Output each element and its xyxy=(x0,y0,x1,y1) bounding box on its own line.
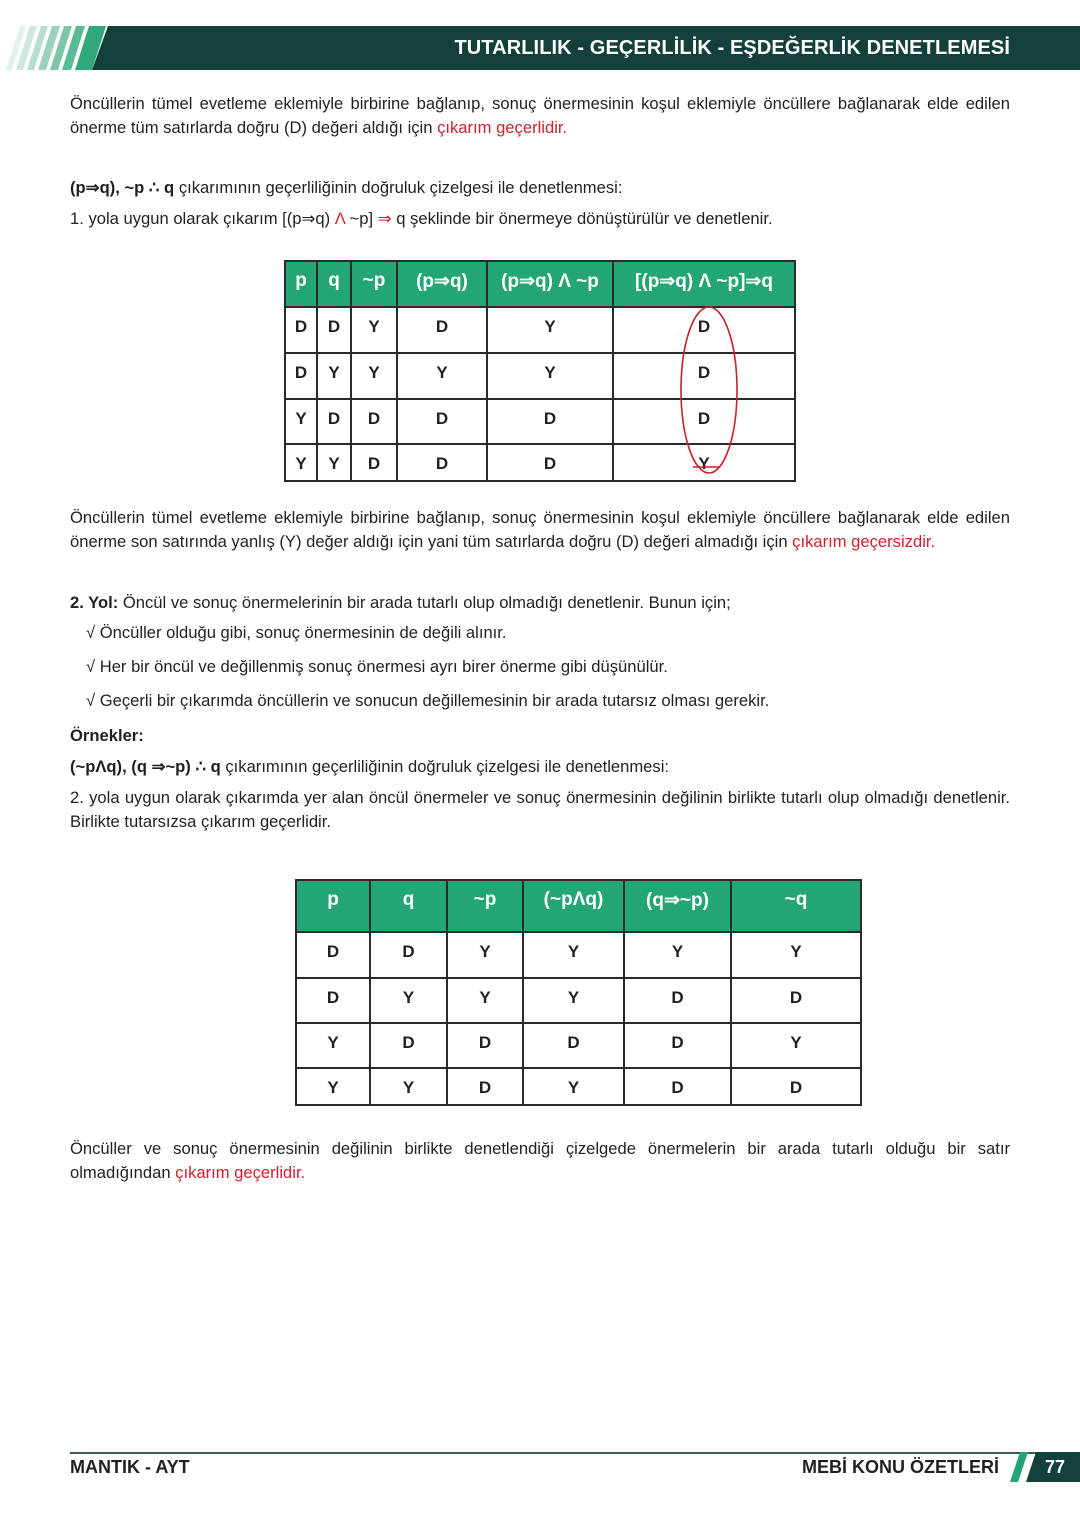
cell: Y xyxy=(487,353,613,399)
col-header: (q⇒~p) xyxy=(624,880,731,932)
cell: D xyxy=(351,399,397,444)
conclusion2-text: Öncüller ve sonuç önermesinin değilinin birlikte denetlendiği çizelgede önermelerin bir arada tutarlı olduğu bir satır olmadığından xyxy=(70,1139,1010,1182)
cell: Y xyxy=(285,444,317,481)
cell: D xyxy=(731,978,861,1023)
page-number: 77 xyxy=(1044,1457,1066,1477)
method-text-post: q şeklinde bir önermeye dönüştürülür ve denetlenir. xyxy=(391,209,773,228)
table-row xyxy=(285,307,795,353)
table-header-row xyxy=(296,880,861,932)
cell: Y xyxy=(296,1023,370,1068)
bullet-item: √ Her bir öncül ve değillenmiş sonuç önermesi ayrı birer önerme gibi düşünülür. xyxy=(86,657,668,676)
cell: D xyxy=(397,399,487,444)
table-row xyxy=(296,1068,861,1105)
cell: Y xyxy=(296,1068,370,1105)
method2-label: 2. Yol: xyxy=(70,593,119,612)
col-header: ~p xyxy=(447,880,523,932)
footer-divider xyxy=(70,1452,1080,1454)
cell: D xyxy=(447,1068,523,1105)
method2-intro xyxy=(70,591,1010,615)
col-header: p xyxy=(285,261,317,307)
table-row xyxy=(296,978,861,1023)
cell: D xyxy=(370,932,447,978)
cell: Y xyxy=(397,353,487,399)
cell: Y xyxy=(285,399,317,444)
cell: D xyxy=(487,399,613,444)
cell: D xyxy=(351,444,397,481)
page-header xyxy=(0,26,1080,70)
cell: Y xyxy=(523,932,624,978)
cell: D xyxy=(624,1023,731,1068)
conclusion2-highlight: çıkarım geçerlidir. xyxy=(175,1163,306,1182)
cell: Y xyxy=(523,1068,624,1105)
cell: Y xyxy=(447,978,523,1023)
footer-series: MEBİ KONU ÖZETLERİ xyxy=(802,1457,999,1477)
col-header: q xyxy=(317,261,351,307)
and-symbol: Λ xyxy=(334,209,345,228)
cell: D xyxy=(296,932,370,978)
cell: D xyxy=(447,1023,523,1068)
table-row xyxy=(296,1023,861,1068)
cell: D xyxy=(613,399,795,444)
cell: D xyxy=(613,307,795,353)
example2-heading-text: çıkarımının geçerliliğinin doğruluk çizelgesi ile denetlenmesi: xyxy=(220,757,669,776)
bullet-item: √ Geçerli bir çıkarımda öncüllerin ve sonucun değillemesinin bir arada tutarsız olması gerekir. xyxy=(86,691,770,710)
cell: Y xyxy=(317,353,351,399)
example1-formula: (p⇒q), ~p ∴ q xyxy=(70,178,175,197)
col-header: (p⇒q) Λ ~p xyxy=(487,261,613,307)
example2-formula: (~pΛq), (q ⇒~p) ∴ q xyxy=(70,757,221,776)
page-title: TUTARLILIK - GEÇERLİLİK - EŞDEĞERLİK DENETLEMESİ xyxy=(454,37,1010,59)
cell: Y xyxy=(317,444,351,481)
example1-heading xyxy=(70,176,1010,200)
table-row xyxy=(296,932,861,978)
conclusion1-highlight: çıkarım geçersizdir. xyxy=(792,532,936,551)
implies-symbol: ⇒ xyxy=(377,209,392,228)
example2-method: 2. yola uygun olarak çıkarımda yer alan öncül önermeler ve sonuç önermesinin değilinin birlikte tutarlı olup olmadığı denetlenir. Birlikte tutarsızsa çıkarım geçerlidir. xyxy=(70,788,1010,831)
method-text-pre: 1. yola uygun olarak çıkarım [(p⇒q) xyxy=(70,209,335,228)
cell: Y xyxy=(447,932,523,978)
cell: D xyxy=(317,399,351,444)
conclusion1-paragraph xyxy=(70,506,1010,554)
cell: Y xyxy=(351,353,397,399)
cell: D xyxy=(523,1023,624,1068)
cell: Y xyxy=(731,932,861,978)
cell: Y xyxy=(731,1023,861,1068)
method-text-mid: ~p] xyxy=(344,209,378,228)
cell: D xyxy=(296,978,370,1023)
intro-highlight: çıkarım geçerlidir. xyxy=(437,118,568,137)
intro-text: Öncüllerin tümel evetleme eklemiyle birbirine bağlanıp, sonuç önermesinin koşul eklemiyle öncüllere bağlanarak elde edilen önerme tüm satırlarda doğru (D) değeri aldığı için xyxy=(70,94,1010,137)
cell: Y xyxy=(370,978,447,1023)
col-header: q xyxy=(370,880,447,932)
conclusion2-paragraph xyxy=(70,1137,1010,1185)
cell: D xyxy=(397,444,487,481)
cell: D xyxy=(317,307,351,353)
example2-heading xyxy=(70,755,1010,779)
cell: D xyxy=(624,978,731,1023)
cell: D xyxy=(370,1023,447,1068)
cell: D xyxy=(397,307,487,353)
col-header: ~p xyxy=(351,261,397,307)
col-header: p xyxy=(296,880,370,932)
cell: D xyxy=(285,307,317,353)
intro-paragraph xyxy=(70,92,1010,140)
footer-slash-icon xyxy=(1010,1452,1028,1482)
table-row xyxy=(285,444,795,481)
table-row xyxy=(285,399,795,444)
col-header: ~q xyxy=(731,880,861,932)
cell: D xyxy=(731,1068,861,1105)
example1-method xyxy=(70,207,1010,231)
cell: Y xyxy=(370,1068,447,1105)
cell: D xyxy=(613,353,795,399)
cell: Y xyxy=(487,307,613,353)
examples-label: Örnekler: xyxy=(70,726,144,745)
table-row xyxy=(285,353,795,399)
method2-text: Öncül ve sonuç önermelerinin bir arada tutarlı olup olmadığı denetlenir. Bunun için; xyxy=(118,593,731,612)
cell: Y xyxy=(523,978,624,1023)
col-header: (~pΛq) xyxy=(523,880,624,932)
cell: Y xyxy=(351,307,397,353)
col-header: (p⇒q) xyxy=(397,261,487,307)
example1-heading-text: çıkarımının geçerliliğinin doğruluk çizelgesi ile denetlenmesi: xyxy=(174,178,623,197)
cell: D xyxy=(487,444,613,481)
bullet-item: √ Öncüller olduğu gibi, sonuç önermesinin de değili alınır. xyxy=(86,623,507,642)
table-header-row xyxy=(285,261,795,307)
col-header: [(p⇒q) Λ ~p]⇒q xyxy=(613,261,795,307)
conclusion1-text: Öncüllerin tümel evetleme eklemiyle birbirine bağlanıp, sonuç önermesinin koşul eklemiyle öncüllere bağlanarak elde edilen önerme son satırında yanlış (Y) değer aldığı için yani tüm satırlarda doğru (D) değeri almadığı için xyxy=(70,508,1010,551)
truth-table-1 xyxy=(284,260,796,482)
cell: Y xyxy=(624,932,731,978)
cell: D xyxy=(624,1068,731,1105)
cell: Y xyxy=(613,444,795,481)
truth-table-2 xyxy=(295,879,862,1106)
cell: D xyxy=(285,353,317,399)
footer-subject: MANTIK - AYT xyxy=(70,1457,190,1477)
